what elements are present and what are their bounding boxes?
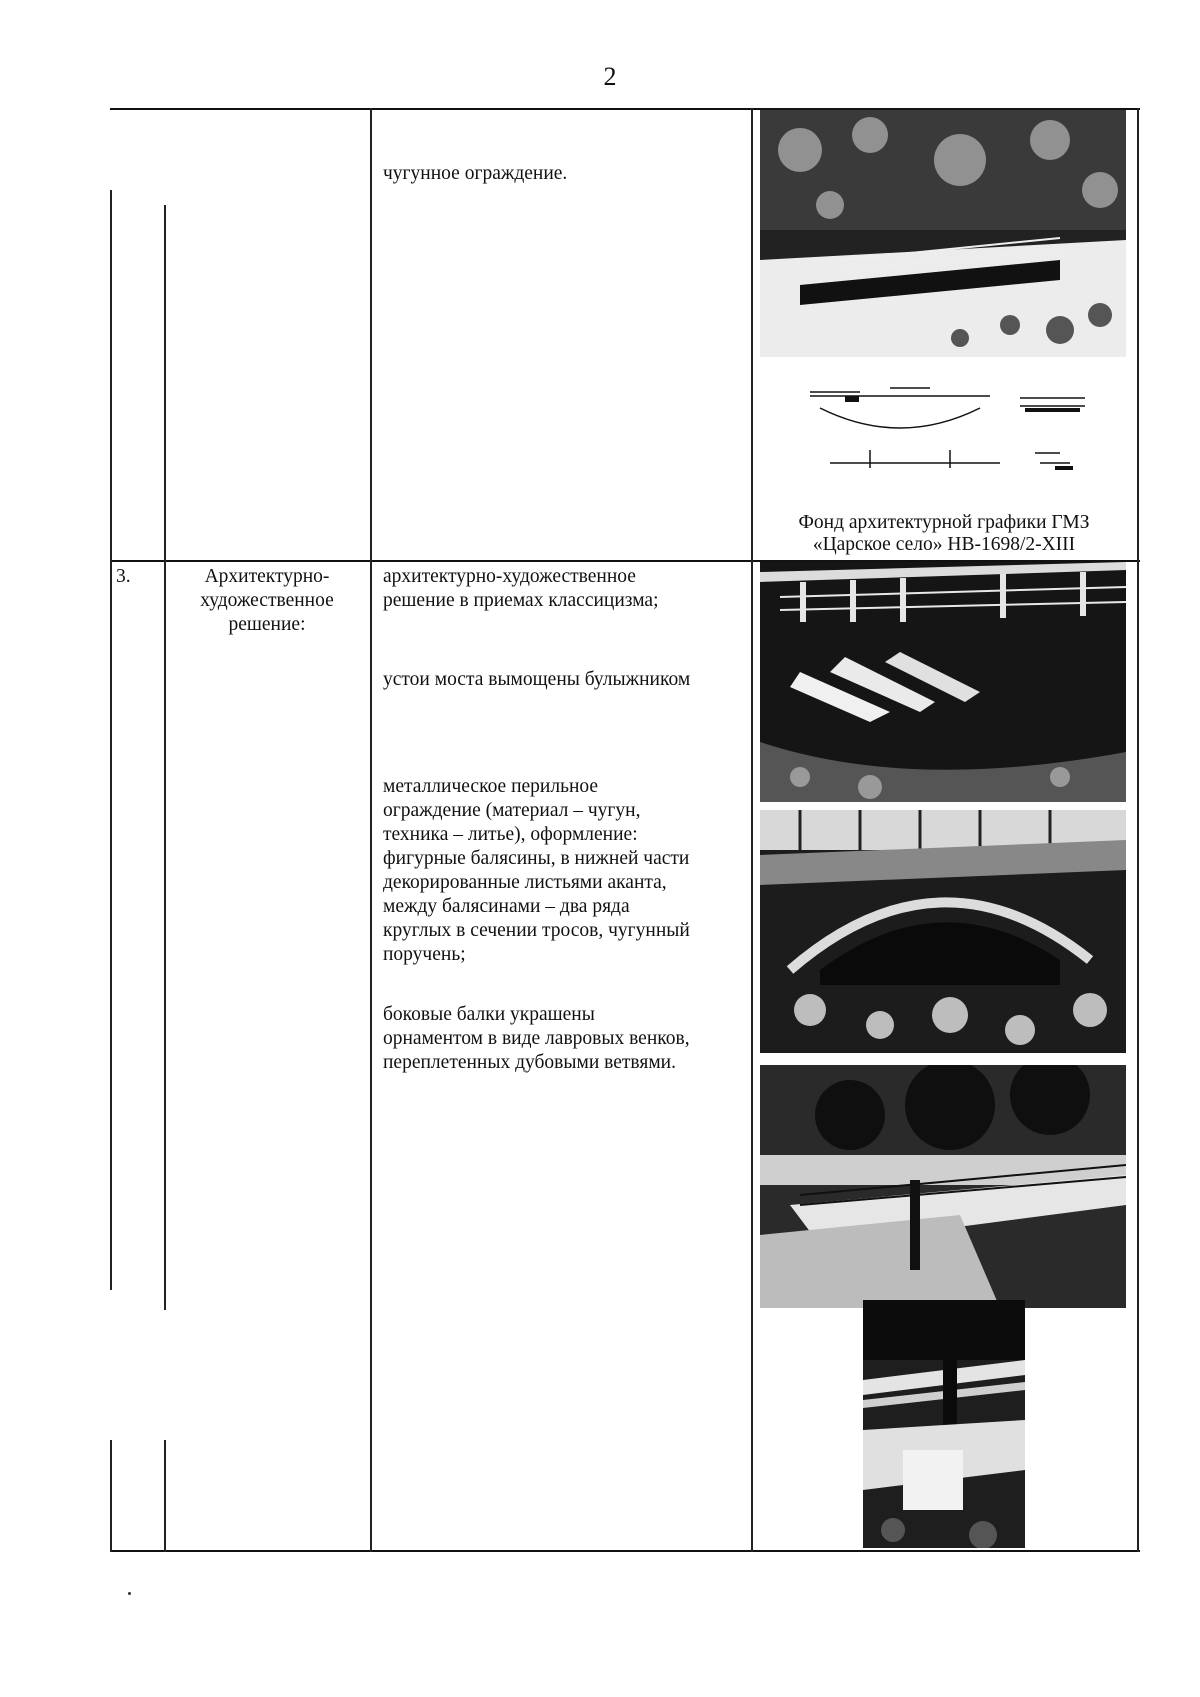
text-line: переплетенных дубовыми ветвями. (383, 1052, 676, 1073)
table-bottom-border (110, 1550, 1140, 1552)
bridge-photo-top (760, 110, 1126, 357)
row-3-item-beams (383, 1003, 690, 1075)
column-line (370, 108, 372, 1552)
row-3-title-line: художественное (200, 590, 334, 611)
bridge-drawing (800, 368, 1100, 478)
row-3-number: 3. (116, 566, 131, 587)
photo-caption (752, 512, 1136, 556)
text-line: орнаментом в виде лавровых венков, (383, 1028, 690, 1049)
text-line: устои моста вымощены булыжником (383, 669, 691, 690)
text-line: ограждение (материал – чугун, (383, 800, 641, 821)
row-3-title-line: Архитектурно- (204, 566, 330, 587)
text-line: металлическое перильное (383, 776, 599, 797)
scan-speck (128, 1592, 131, 1595)
column-line (110, 1440, 112, 1552)
bridge-photo-railing (863, 1300, 1025, 1548)
photo-caption-line: Фонд архитектурной графики ГМЗ (798, 512, 1090, 533)
text-line: круглых в сечении тросов, чугунный (383, 920, 690, 941)
text-line: декорированные листьями аканта, (383, 872, 667, 893)
bridge-photo-arch (760, 810, 1126, 1053)
text-line: поручень; (383, 944, 466, 965)
text-line: между балясинами – два ряда (383, 896, 630, 917)
page-number: 2 (603, 62, 617, 91)
row-2-description: чугунное ограждение. (383, 163, 568, 184)
column-line (164, 1440, 166, 1552)
bridge-photo-deck (760, 1065, 1126, 1308)
text-line: архитектурно-художественное (383, 566, 636, 587)
row-3-title-line: решение: (228, 614, 306, 635)
column-line (751, 108, 753, 1552)
row-3-item-abutments (383, 668, 690, 692)
text-line: техника – литье), оформление: (383, 824, 638, 845)
column-line (164, 205, 166, 1310)
text-line: фигурные балясины, в нижней части (383, 848, 690, 869)
text-line: решение в приемах классицизма; (383, 590, 659, 611)
row-3-item-style (383, 565, 659, 613)
text-line: боковые балки украшены (383, 1004, 595, 1025)
row-3-item-railing (383, 775, 690, 967)
bridge-photo-underside (760, 562, 1126, 802)
column-line (110, 190, 112, 1290)
column-line (1137, 108, 1139, 1552)
row-3-title (172, 565, 362, 637)
photo-caption-line: «Царское село» НВ-1698/2-XIII (812, 534, 1076, 555)
